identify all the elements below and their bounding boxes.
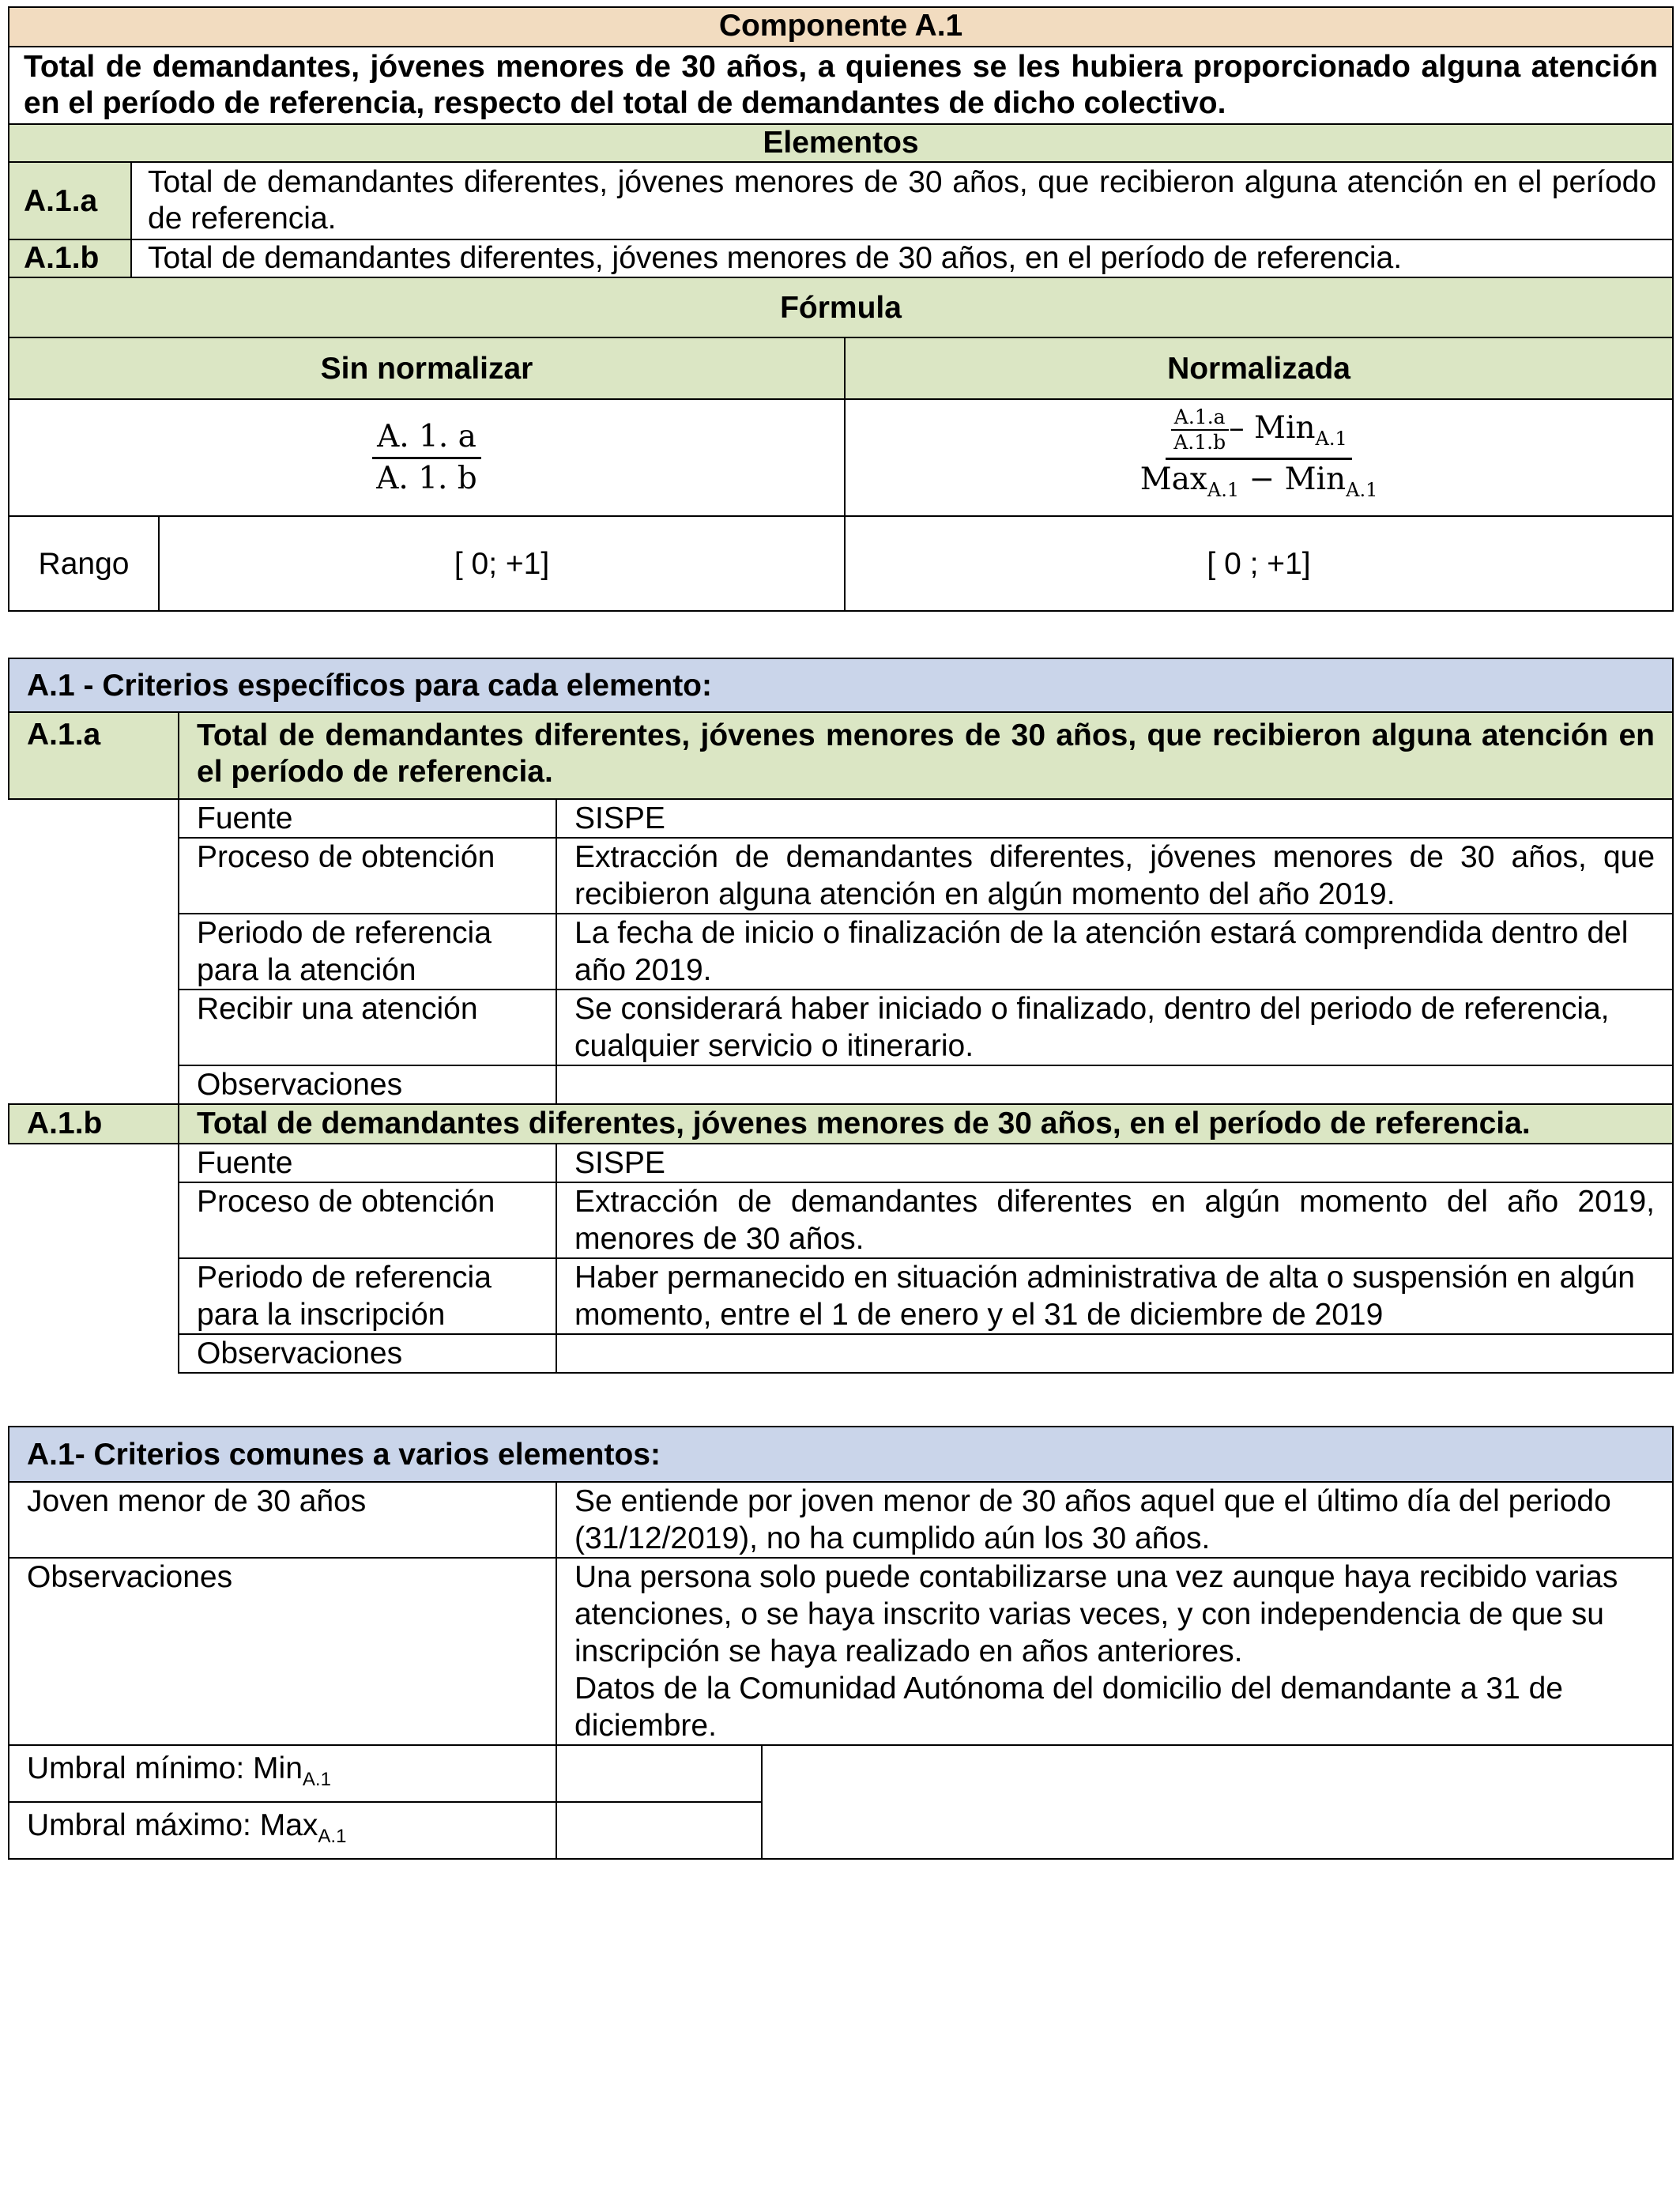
fraction-numerator: A. 1. a xyxy=(372,417,481,459)
fraction-denominator: A. 1. b xyxy=(376,460,477,496)
fraction xyxy=(371,417,482,499)
observaciones-label: Observaciones xyxy=(9,1558,556,1745)
normalized-numerator xyxy=(1166,405,1352,460)
umbral-minimo-text: Umbral mínimo: Min xyxy=(27,1751,303,1785)
observaciones-paragraph-1: Una persona solo puede contabilizarse una vez aunque haya recibido varias atenciones, o se haya inscrito varias veces, y con independencia de que su inscripción se haya realizado en años anteriores. xyxy=(574,1560,1618,1668)
umbral-minimo-value xyxy=(556,1745,762,1802)
row-label-proceso-a: Proceso de obtención xyxy=(179,838,556,914)
joven-value: Se entiende por joven menor de 30 años aquel que el último día del periodo (31/12/2019), no ha cumplido aún los 30 años. xyxy=(556,1482,1673,1558)
criterios-comunes-table xyxy=(8,1426,1674,1860)
component-title: Componente A.1 xyxy=(9,7,1673,47)
element-text-a: Total de demandantes diferentes, jóvenes menores de 30 años, que recibieron alguna atención en el período de referencia. xyxy=(131,162,1673,239)
umbral-maximo-text: Umbral máximo: Max xyxy=(27,1808,318,1842)
normalized-fraction xyxy=(1136,405,1383,510)
row-label-atencion-a: Recibir una atención xyxy=(179,990,556,1065)
min-subscript-den: A.1 xyxy=(1346,478,1378,501)
rango-label: Rango xyxy=(9,516,159,611)
row-label-observaciones-a: Observaciones xyxy=(179,1065,556,1104)
criterio-code-b: A.1.b xyxy=(9,1104,179,1144)
rango-normalizada: [ 0 ; +1] xyxy=(845,516,1673,611)
criterios-especificos-header: A.1 - Criterios específicos para cada elemento: xyxy=(9,658,1673,712)
criterios-comunes-header: A.1- Criterios comunes a varios elementos: xyxy=(9,1427,1673,1482)
row-label-proceso-b: Proceso de obtención xyxy=(179,1182,556,1258)
row-value-fuente-b: SISPE xyxy=(556,1144,1673,1182)
row-label-observaciones-b: Observaciones xyxy=(179,1334,556,1373)
formula-header: Fórmula xyxy=(9,277,1673,337)
element-code-b: A.1.b xyxy=(9,239,131,277)
minus-min: – Min xyxy=(1229,410,1316,447)
umbral-maximo-sub: A.1 xyxy=(318,1825,347,1847)
row-value-proceso-a: Extracción de demandantes diferentes, jóvenes menores de 30 años, que recibieron alguna atención en algún momento del año 2019. xyxy=(556,838,1673,914)
row-label-fuente-a: Fuente xyxy=(179,799,556,838)
max-subscript: A.1 xyxy=(1207,478,1240,501)
row-value-atencion-a: Se considerará haber iniciado o finalizado, dentro del periodo de referencia, cualquier servicio o itinerario. xyxy=(556,990,1673,1065)
row-value-proceso-b: Extracción de demandantes diferentes en algún momento del año 2019, menores de 30 años. xyxy=(556,1182,1673,1258)
inner-numerator: A.1.a xyxy=(1171,405,1229,431)
umbral-maximo-label xyxy=(9,1802,556,1859)
umbral-maximo-value xyxy=(556,1802,762,1859)
normalized-denominator xyxy=(1136,460,1383,510)
row-label-periodo-b: Periodo de referencia para la inscripción xyxy=(179,1258,556,1334)
joven-label: Joven menor de 30 años xyxy=(9,1482,556,1558)
spacer-a xyxy=(9,799,179,1104)
umbral-minimo-sub: A.1 xyxy=(302,1768,331,1790)
row-value-periodo-a: La fecha de inicio o finalización de la atención estará comprendida dentro del año 2019. xyxy=(556,914,1673,990)
component-description: Total de demandantes, jóvenes menores de 30 años, a quienes se les hubiera proporcionado alguna atención en el período de referencia, respecto del total de demandantes de dicho colectivo. xyxy=(9,47,1673,124)
formula-normalized xyxy=(845,399,1673,516)
row-value-periodo-b: Haber permanecido en situación administrativa de alta o suspensión en algún momento, entre el 1 de enero y el 31 de diciembre de 2019 xyxy=(556,1258,1673,1334)
criterio-code-a: A.1.a xyxy=(9,712,179,799)
row-label-periodo-a: Periodo de referencia para la atención xyxy=(179,914,556,990)
inner-denominator: A.1.b xyxy=(1173,431,1226,454)
row-value-observaciones-a xyxy=(556,1065,1673,1104)
row-value-observaciones-b xyxy=(556,1334,1673,1373)
spacer-b xyxy=(9,1144,179,1373)
element-code-a: A.1.a xyxy=(9,162,131,239)
element-text-b: Total de demandantes diferentes, jóvenes menores de 30 años, en el período de referencia. xyxy=(131,239,1673,277)
criterio-title-b: Total de demandantes diferentes, jóvenes menores de 30 años, en el período de referencia. xyxy=(179,1104,1673,1144)
normalizada-header: Normalizada xyxy=(845,337,1673,399)
elements-header: Elementos xyxy=(9,124,1673,162)
inner-fraction xyxy=(1170,405,1229,454)
row-value-fuente-a: SISPE xyxy=(556,799,1673,838)
sin-normalizar-header: Sin normalizar xyxy=(9,337,845,399)
rango-sin-normalizar: [ 0; +1] xyxy=(159,516,845,611)
formula-raw xyxy=(9,399,845,516)
max-label: Max xyxy=(1139,462,1207,498)
minus-min-den: − Min xyxy=(1239,462,1347,498)
criterios-especificos-table xyxy=(8,658,1674,1374)
umbral-empty-cell xyxy=(762,1745,1673,1859)
component-table xyxy=(8,6,1674,612)
observaciones-value xyxy=(556,1558,1673,1745)
row-label-fuente-b: Fuente xyxy=(179,1144,556,1182)
criterio-title-a: Total de demandantes diferentes, jóvenes menores de 30 años, que recibieron alguna atención en el período de referencia. xyxy=(179,712,1673,799)
observaciones-paragraph-2: Datos de la Comunidad Autónoma del domicilio del demandante a 31 de diciembre. xyxy=(574,1672,1563,1743)
umbral-minimo-label xyxy=(9,1745,556,1802)
min-subscript: A.1 xyxy=(1315,427,1347,450)
